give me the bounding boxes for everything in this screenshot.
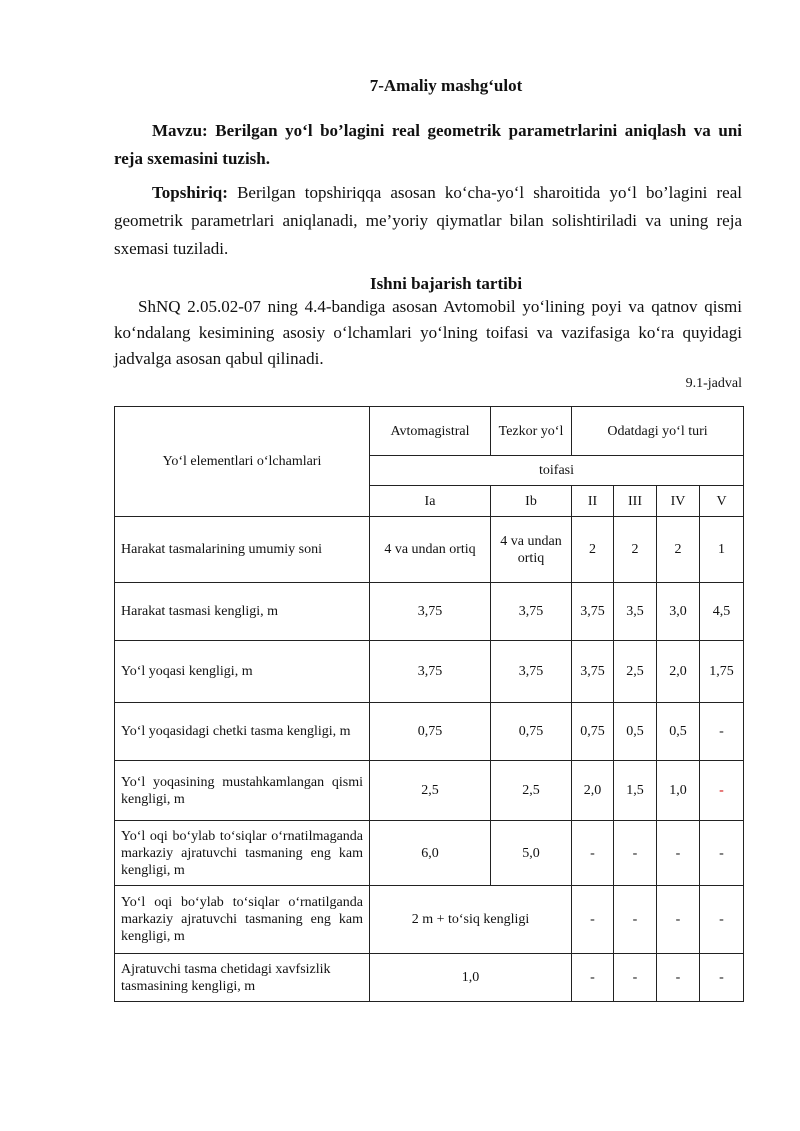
- value-cell: 2: [572, 517, 614, 583]
- value-cell: 4,5: [700, 583, 744, 641]
- value-cell: 2,5: [491, 761, 572, 821]
- value-cell: 3,75: [491, 641, 572, 703]
- value-cell: -: [700, 703, 744, 761]
- value-cell: -: [700, 954, 744, 1002]
- table-row: [115, 761, 744, 821]
- value-cell: 1,5: [614, 761, 657, 821]
- value-cell: -: [572, 954, 614, 1002]
- table-row: [115, 886, 744, 954]
- value-cell: 2,5: [370, 761, 491, 821]
- header-row-1: [115, 407, 744, 456]
- mavzu-paragraph: Mavzu: Berilgan yo‘l bo’lagini real geometrik parametrlarini aniqlash va uni reja sxemasini tuzish.: [114, 121, 742, 168]
- row-label: Harakat tasmalarining umumiy soni: [115, 517, 370, 583]
- value-cell: -: [657, 821, 700, 886]
- toifasi-cell: toifasi: [370, 456, 744, 486]
- road-dimensions-table: [114, 406, 744, 1002]
- col-avtomagistral: Avtomagistral: [370, 407, 491, 456]
- merged-value-cell: 2 m + to‘siq kengligi: [370, 886, 572, 954]
- row-label: Yo‘l yoqasining mustahkamlangan qismi kengligi, m: [115, 761, 370, 821]
- value-cell: 0,75: [491, 703, 572, 761]
- page-title: 7-Amaliy mashg‘ulot: [369, 76, 523, 95]
- shnq-paragraph: ShNQ 2.05.02-07 ning 4.4-bandiga asosan Avtomobil yo‘lining poyi va qatnov qismi ko‘ndalang kesimining asosiy o‘lchamlari yo‘lning toifasi va vazifasiga ko‘ra quyidagi jadvalga asosan qabul qilinadi.: [114, 297, 742, 368]
- row-label: Yo‘l yoqasi kengligi, m: [115, 641, 370, 703]
- value-cell: 0,75: [370, 703, 491, 761]
- topshiriq-label: Topshiriq:: [152, 183, 228, 202]
- category-cell: Ia: [370, 486, 491, 517]
- category-cell: II: [572, 486, 614, 517]
- section-heading: Ishni bajarish tartibi: [369, 274, 523, 293]
- value-cell: 1,0: [657, 761, 700, 821]
- value-cell: 0,75: [572, 703, 614, 761]
- value-cell: -: [614, 821, 657, 886]
- value-cell: 6,0: [370, 821, 491, 886]
- value-cell: 5,0: [491, 821, 572, 886]
- value-cell: 2,0: [572, 761, 614, 821]
- col-odatdagi: Odatdagi yo‘l turi: [572, 407, 744, 456]
- value-cell: 1,75: [700, 641, 744, 703]
- row-label: Harakat tasmasi kengligi, m: [115, 583, 370, 641]
- value-cell: -: [572, 821, 614, 886]
- row-label: Yo‘l oqi bo‘ylab to‘siqlar o‘rnatilmaganda markaziy ajratuvchi tasmaning eng kam kengligi, m: [115, 821, 370, 886]
- merged-value-cell: 1,0: [370, 954, 572, 1002]
- category-cell: V: [700, 486, 744, 517]
- table-row: [115, 641, 744, 703]
- value-cell: -: [657, 954, 700, 1002]
- value-cell: 4 va undan ortiq: [370, 517, 491, 583]
- value-cell: 2,5: [614, 641, 657, 703]
- row-label: Ajratuvchi tasma chetidagi xavfsizlik tasmasining kengligi, m: [115, 954, 370, 1002]
- value-cell: -: [700, 821, 744, 886]
- topshiriq-text: Berilgan topshiriqqa asosan ko‘cha-yo‘l sharoitida yo‘l bo’lagini real geometrik parametrlari aniqlanadi, me’yoriy qiymatlar bilan solishtiriladi va uning reja sxemasi tuziladi.: [114, 183, 742, 258]
- row-label: Yo‘l yoqasidagi chetki tasma kengligi, m: [115, 703, 370, 761]
- col-tezkor: Tezkor yo‘l: [491, 407, 572, 456]
- category-cell: Ib: [491, 486, 572, 517]
- value-cell: 3,75: [370, 641, 491, 703]
- row-label: Yo‘l oqi bo‘ylab to‘siqlar o‘rnatilganda markaziy ajratuvchi tasmaning eng kam kengligi, m: [115, 886, 370, 954]
- category-cell: III: [614, 486, 657, 517]
- value-cell: -: [657, 886, 700, 954]
- value-cell-highlighted: -: [700, 761, 744, 821]
- value-cell: 3,75: [572, 583, 614, 641]
- value-cell: 3,75: [370, 583, 491, 641]
- value-cell: 3,75: [491, 583, 572, 641]
- topshiriq-paragraph: [114, 179, 742, 263]
- value-cell: 2: [657, 517, 700, 583]
- value-cell: 0,5: [657, 703, 700, 761]
- table-row: [115, 954, 744, 1002]
- value-cell: 2,0: [657, 641, 700, 703]
- table-row: [115, 703, 744, 761]
- table-row: [115, 517, 744, 583]
- value-cell: 2: [614, 517, 657, 583]
- category-cell: IV: [657, 486, 700, 517]
- value-cell: 3,75: [572, 641, 614, 703]
- value-cell: 1: [700, 517, 744, 583]
- head-label-cell: Yo‘l elementlari o‘lchamlari: [115, 407, 370, 517]
- value-cell: 3,0: [657, 583, 700, 641]
- value-cell: 4 va undan ortiq: [491, 517, 572, 583]
- table-number: 9.1-jadval: [685, 376, 742, 391]
- value-cell: 0,5: [614, 703, 657, 761]
- value-cell: 3,5: [614, 583, 657, 641]
- value-cell: -: [700, 886, 744, 954]
- value-cell: -: [572, 886, 614, 954]
- table-row: [115, 821, 744, 886]
- value-cell: -: [614, 886, 657, 954]
- table-row: [115, 583, 744, 641]
- value-cell: -: [614, 954, 657, 1002]
